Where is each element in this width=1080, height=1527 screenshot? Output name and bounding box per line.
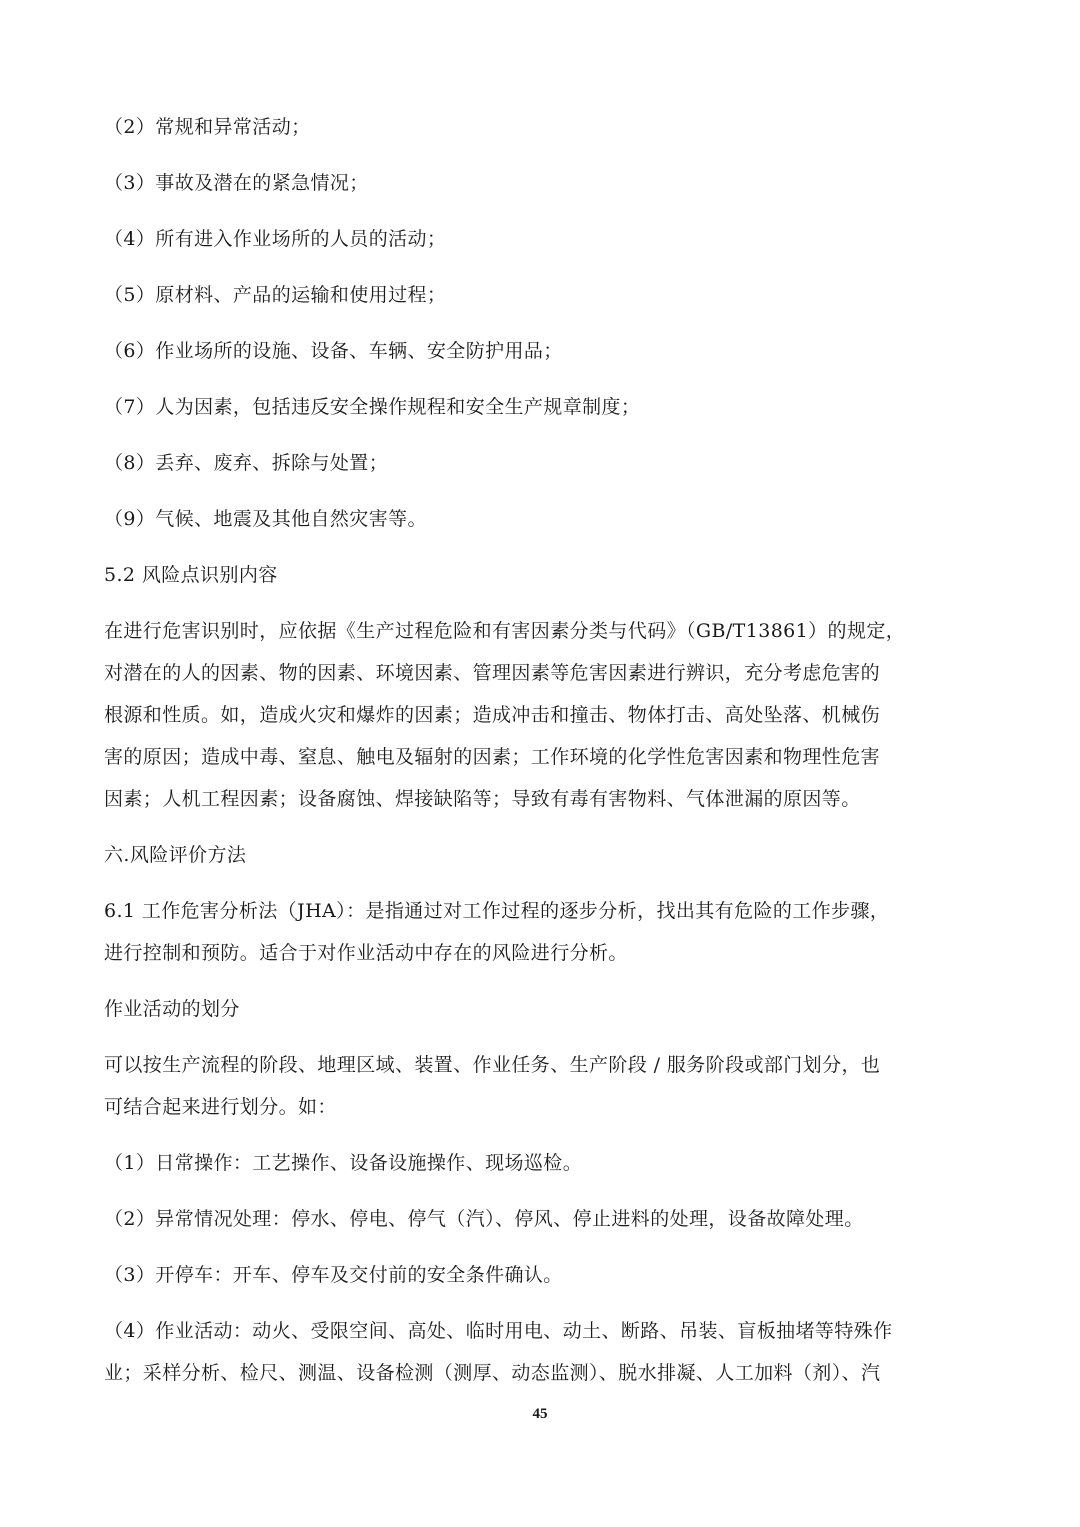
section-heading-5-2: 5.2 风险点识别内容 xyxy=(104,564,278,586)
list-item-daily-ops: （1）日常操作：工艺操作、设备设施操作、现场巡检。 xyxy=(104,1152,583,1174)
list-item-5: （5）原材料、产品的运输和使用过程； xyxy=(104,284,447,306)
list-item-startup-shutdown: （3）开停车：开车、停车及交付前的安全条件确认。 xyxy=(104,1264,563,1286)
subheading-activity-division: 作业活动的划分 xyxy=(104,998,240,1020)
text-line: 根源和性质。如，造成火灾和爆炸的因素；造成冲击和撞击、物体打击、高处坠落、机械伤 xyxy=(104,704,881,726)
paragraph-hazard-identification xyxy=(104,610,980,820)
list-item-8: （8）丢弃、废弃、拆除与处置； xyxy=(104,452,389,474)
document-page xyxy=(104,106,980,1394)
text-line: 害的原因；造成中毒、窒息、触电及辐射的因素；工作环境的化学性危害因素和物理性危害 xyxy=(104,746,881,768)
list-item-4: （4）所有进入作业场所的人员的活动； xyxy=(104,228,447,250)
list-item-3: （3）事故及潜在的紧急情况； xyxy=(104,172,369,194)
text-line: 因素；人机工程因素；设备腐蚀、焊接缺陷等；导致有毒有害物料、气体泄漏的原因等。 xyxy=(104,788,861,810)
text-line: （4）作业活动：动火、受限空间、高处、临时用电、动土、断路、吊装、盲板抽堵等特殊作 xyxy=(104,1320,893,1342)
paragraph-jha xyxy=(104,890,980,974)
paragraph-division-methods xyxy=(104,1044,980,1128)
list-item-9: （9）气候、地震及其他自然灾害等。 xyxy=(104,508,427,530)
text-line: 对潜在的人的因素、物的因素、环境因素、管理因素等危害因素进行辨识，充分考虑危害的 xyxy=(104,662,881,684)
text-line: 进行控制和预防。适合于对作业活动中存在的风险进行分析。 xyxy=(104,942,628,964)
text-line: 可结合起来进行划分。如： xyxy=(104,1096,337,1118)
text-line: 在进行危害识别时，应依据《生产过程危险和有害因素分类与代码》（GB/T13861）的规定， xyxy=(104,620,906,642)
text-line: 业；采样分析、检尺、测温、设备检测（测厚、动态监测）、脱水排凝、人工加料（剂）、汽 xyxy=(104,1362,881,1384)
list-item-6: （6）作业场所的设施、设备、车辆、安全防护用品； xyxy=(104,340,563,362)
text-line: 6.1 工作危害分析法（JHA）：是指通过对工作过程的逐步分析，找出其有危险的工作步骤， xyxy=(104,900,890,922)
page-number: 45 xyxy=(532,1406,548,1422)
section-heading-6: 六.风险评价方法 xyxy=(104,844,247,866)
list-item-2: （2）常规和异常活动； xyxy=(104,116,311,138)
list-item-work-activities xyxy=(104,1310,980,1394)
list-item-abnormal: （2）异常情况处理：停水、停电、停气（汽）、停风、停止进料的处理，设备故障处理。 xyxy=(104,1208,864,1230)
text-line: 可以按生产流程的阶段、地理区域、装置、作业任务、生产阶段 / 服务阶段或部门划分，也 xyxy=(104,1054,881,1076)
list-item-7: （7）人为因素，包括违反安全操作规程和安全生产规章制度； xyxy=(104,396,641,418)
